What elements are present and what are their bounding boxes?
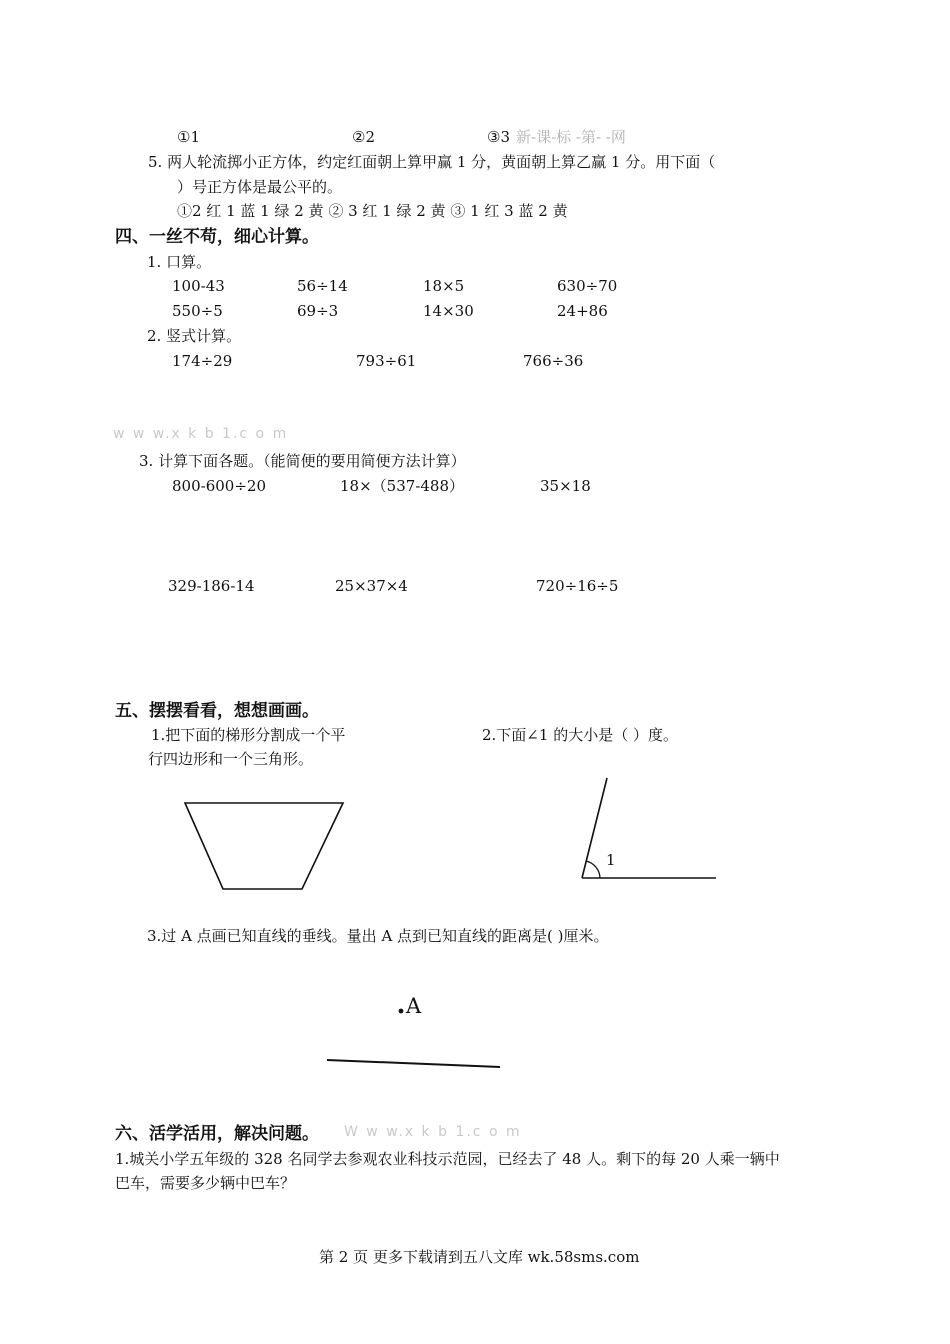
q2-text: 2.下面∠1 的大小是（ ）度。 (482, 726, 678, 744)
problem1-line2: 巴车，需要多少辆中巴车？ (115, 1174, 296, 1192)
q4-option-3: ③3 (487, 128, 510, 146)
oral-item: 18×5 (423, 277, 465, 295)
q1-text-line2: 行四边形和一个三角形。 (148, 750, 314, 768)
watermark-text: w w w.x k b 1.c o m (113, 426, 289, 442)
compute-item: 18×（537-488） (340, 477, 464, 495)
q5-line1: 5. 两人轮流掷小正方体，约定红面朝上算甲赢 1 分，黄面朝上算乙赢 1 分。用下面（ (148, 153, 716, 171)
q4-option-1: ①1 (177, 128, 200, 146)
oral-item: 24+86 (557, 302, 608, 320)
vertical-item: 766÷36 (523, 352, 584, 370)
problem1-line1: 1.城关小学五年级的 328 名同学去参观农业科技示范园，已经去了 48 人。剩下的每 20 人乘一辆中 (115, 1150, 780, 1168)
point-a-label: A (406, 994, 422, 1018)
compute-item: 25×37×4 (335, 577, 408, 595)
given-line (327, 1060, 500, 1067)
section4-title: 四、一丝不苟，细心计算。 (115, 227, 319, 247)
oral-item: 56÷14 (297, 277, 348, 295)
vertical-item: 174÷29 (172, 352, 233, 370)
oral-item: 69÷3 (297, 302, 339, 320)
q1-text-line1: 1.把下面的梯形分割成一个平 (151, 726, 346, 744)
page-footer: 第 2 页 更多下载请到五八文库 wk.58sms.com (319, 1248, 640, 1266)
oral-item: 550÷5 (172, 302, 223, 320)
compute-item: 329-186-14 (168, 577, 255, 595)
watermark-text: 新-课-标 -第- -网 (516, 128, 626, 146)
angle-label: 1 (606, 851, 616, 869)
q3-text: 3.过 A 点画已知直线的垂线。量出 A 点到已知直线的距离是( )厘米。 (147, 927, 609, 945)
q5-options: ①2 红 1 蓝 1 绿 2 黄 ② 3 红 1 绿 2 黄 ③ 1 红 3 蓝 2 黄 (177, 202, 568, 220)
oral-item: 14×30 (423, 302, 474, 320)
compute-item: 800-600÷20 (172, 477, 266, 495)
compute-item: 720÷16÷5 (536, 577, 619, 595)
oral-calc-label: 1. 口算。 (147, 253, 212, 271)
section6-title: 六、活学活用，解决问题。 (115, 1124, 319, 1144)
vertical-calc-label: 2. 竖式计算。 (147, 327, 242, 345)
q4-option-2: ②2 (352, 128, 375, 146)
section5-title: 五、摆摆看看，想想画画。 (115, 701, 319, 721)
point-a-dot (399, 1009, 404, 1014)
vertical-item: 793÷61 (356, 352, 417, 370)
compute-label: 3. 计算下面各题。（能简便的要用简便方法计算） (139, 452, 466, 470)
oral-item: 100-43 (172, 277, 225, 295)
compute-item: 35×18 (540, 477, 591, 495)
q5-line2: ）号正方体是最公平的。 (177, 178, 343, 196)
watermark-text: W w w.x k b 1.c o m (344, 1124, 522, 1140)
oral-item: 630÷70 (557, 277, 618, 295)
